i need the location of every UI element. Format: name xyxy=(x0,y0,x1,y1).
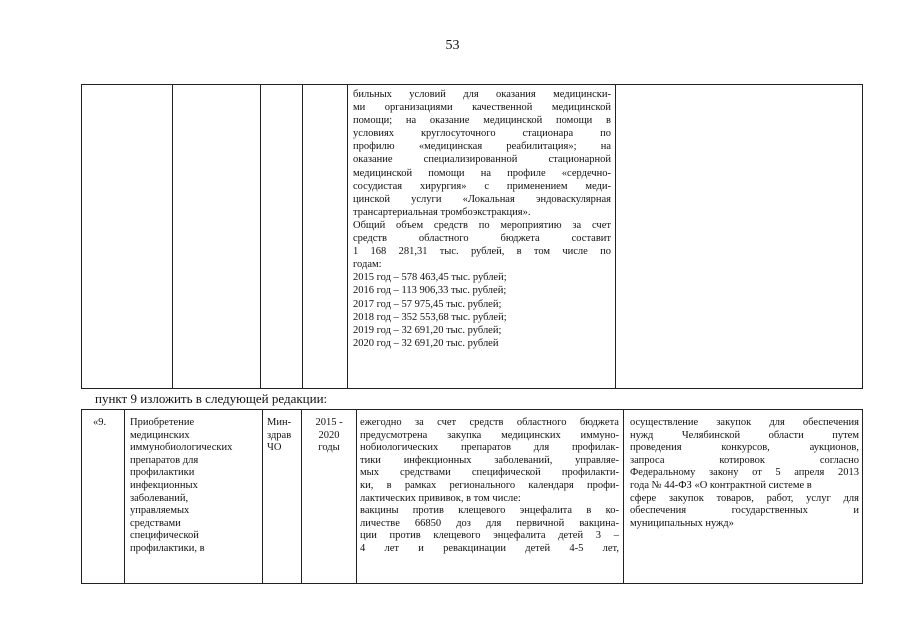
word: средств xyxy=(469,417,504,428)
text-line xyxy=(353,180,611,193)
expected-result xyxy=(630,417,859,530)
word: условий xyxy=(409,89,446,100)
word: тыс. xyxy=(439,246,459,258)
text-line xyxy=(360,530,619,543)
text-line xyxy=(630,493,859,506)
text-line: Приобретение xyxy=(130,417,195,428)
text-line xyxy=(353,101,611,114)
text-line xyxy=(360,442,619,455)
word: детей xyxy=(558,530,584,542)
text-line: средствами xyxy=(130,517,181,529)
word: хирургия» xyxy=(419,180,467,192)
word: эндоваскулярная xyxy=(535,193,611,205)
text-line: препаратов для xyxy=(130,454,199,466)
word: для xyxy=(843,492,859,504)
top-table-divider-3 xyxy=(302,84,303,389)
text-line: 2017 год – 57 975,45 тыс. рублей; xyxy=(353,298,502,310)
word: организациями xyxy=(384,102,453,114)
text-line: 2016 год – 113 906,33 тыс. рублей; xyxy=(353,285,507,297)
text-line: здрав xyxy=(267,429,292,441)
text-line xyxy=(630,417,859,430)
word: 3 xyxy=(595,530,602,542)
word: препаратов xyxy=(460,442,512,454)
top-table-divider-4 xyxy=(347,84,348,389)
word: меди- xyxy=(585,180,611,192)
word: оказания xyxy=(496,89,536,100)
bottom-table-divider-2 xyxy=(262,409,263,584)
word: объем xyxy=(396,219,424,231)
text-line: года № 44-ФЗ «О контрактной системе в xyxy=(630,479,812,491)
text-line xyxy=(353,167,611,180)
word: медицинской xyxy=(483,115,543,127)
word: том xyxy=(533,246,551,258)
word: Общий xyxy=(353,219,386,231)
word: помощи xyxy=(428,167,465,179)
word: товаров, xyxy=(716,492,754,504)
word: бильных xyxy=(353,89,392,100)
text-line xyxy=(360,543,619,556)
word: иммуно- xyxy=(580,429,619,441)
word: сосудистая xyxy=(353,180,403,192)
word: медицинских xyxy=(501,429,561,441)
word: на xyxy=(480,167,491,179)
word: по xyxy=(600,246,611,258)
text-line: управляемых xyxy=(130,505,190,517)
word: клещевого xyxy=(458,505,506,517)
word: путем xyxy=(832,429,859,441)
word: на xyxy=(600,141,611,153)
word: мых xyxy=(360,467,379,479)
text-line xyxy=(353,88,611,101)
text-line xyxy=(353,193,611,206)
word: за xyxy=(415,417,424,428)
word: закупок xyxy=(716,417,752,428)
word: числе xyxy=(562,246,588,258)
bottom-table-divider-5 xyxy=(623,409,624,584)
word: первичной xyxy=(516,517,565,529)
word: 1 xyxy=(353,246,359,258)
word: применением xyxy=(506,180,568,192)
word: для xyxy=(463,89,479,100)
word: в xyxy=(516,246,522,258)
word: круглосуточного xyxy=(420,128,496,140)
word: сфере xyxy=(630,492,657,504)
word: по xyxy=(600,128,611,140)
word: рамках xyxy=(404,479,437,491)
text-line: 2015 год – 578 463,45 тыс. рублей; xyxy=(353,272,507,284)
text-line: Мин- xyxy=(267,417,292,428)
text-line: профилактики, в xyxy=(130,542,205,554)
word: обеспечения xyxy=(630,505,687,517)
word: медицинской xyxy=(551,102,611,114)
word: детей xyxy=(525,542,551,554)
word: помощи; xyxy=(353,115,393,127)
word: Челябинской xyxy=(681,429,741,441)
text-line: медицинских xyxy=(130,429,190,441)
word: оказание xyxy=(353,154,393,166)
word: регионального xyxy=(449,479,516,491)
word: котировок xyxy=(719,454,765,466)
word: профиле xyxy=(507,167,546,179)
word: ежегодно xyxy=(360,417,402,428)
text-line xyxy=(353,153,611,166)
intro-text: пункт 9 изложить в следующей редакции: xyxy=(95,391,328,406)
word: 4-5 xyxy=(569,542,584,554)
word: счет xyxy=(437,417,457,428)
text-line: специфической xyxy=(130,530,199,542)
word: тики xyxy=(360,454,381,466)
word: нужд xyxy=(630,429,654,441)
word: календаря xyxy=(528,479,574,491)
word: ции xyxy=(360,530,377,542)
bottom-table-divider-4 xyxy=(356,409,357,584)
text-line xyxy=(353,127,611,140)
text-line xyxy=(353,232,611,245)
word: для xyxy=(533,442,550,454)
word: условиях xyxy=(353,128,395,140)
text-line: ЧО xyxy=(267,442,282,454)
word: стационарной xyxy=(548,154,611,166)
page-number: 53 xyxy=(445,38,460,53)
word: энцефалита xyxy=(519,505,573,517)
word: и xyxy=(853,505,859,517)
word: инфекционных xyxy=(403,454,472,466)
text-line xyxy=(360,455,619,468)
text-line xyxy=(353,140,611,153)
word: и xyxy=(418,542,424,554)
word: 168 xyxy=(370,246,387,258)
word: лет, xyxy=(602,542,619,554)
top-table-divider-1 xyxy=(172,84,173,389)
text-line xyxy=(360,417,619,430)
text-line xyxy=(353,245,611,258)
word: работ, xyxy=(766,492,794,504)
word: помощи xyxy=(556,115,593,127)
word: управляе- xyxy=(575,454,619,466)
word: Федеральному xyxy=(630,467,696,479)
word: цинской xyxy=(353,193,390,205)
word: ревакцинации xyxy=(443,542,506,554)
word: «Локальная xyxy=(462,193,515,205)
text-line xyxy=(360,480,619,493)
word: ки, xyxy=(360,479,374,491)
word: профилакти- xyxy=(561,467,619,479)
word: осуществление xyxy=(630,417,699,428)
text-line: годы xyxy=(318,442,340,454)
word: медицински- xyxy=(553,89,611,100)
text-line: иммунобиологических xyxy=(130,442,233,454)
word: услуг xyxy=(806,492,831,504)
word: качественной xyxy=(472,102,533,114)
word: реабилитация»; xyxy=(506,141,577,153)
word: специфической xyxy=(471,467,541,479)
word: конкурсов, xyxy=(721,442,770,454)
period xyxy=(306,417,352,455)
word: ми xyxy=(353,102,366,114)
word: против xyxy=(412,505,444,517)
word: составит xyxy=(571,233,611,245)
word: стационара xyxy=(522,128,574,140)
text-line xyxy=(360,467,619,480)
text-line xyxy=(630,505,859,518)
measure-description xyxy=(360,417,619,556)
word: лет xyxy=(384,542,399,554)
word: на xyxy=(405,115,417,127)
word: средств xyxy=(353,233,387,245)
word: обеспечения xyxy=(802,417,859,428)
text-line: трансартериальная тромбоэкстракция». xyxy=(353,206,531,218)
row-number: «9. xyxy=(93,417,107,428)
text-line: заболеваний, xyxy=(130,492,189,504)
text-line: 2019 год – 32 691,20 тыс. рублей; xyxy=(353,324,502,336)
bottom-table-divider-3 xyxy=(301,409,302,584)
text-line: инфекционных xyxy=(130,479,198,491)
text-line: 2020 год – 32 691,20 тыс. рублей xyxy=(353,337,499,349)
word: средствами xyxy=(400,467,451,479)
word: 4 xyxy=(360,542,366,554)
word: за xyxy=(572,219,582,231)
word: профилак- xyxy=(571,442,619,454)
word: счет xyxy=(591,219,611,231)
text-line xyxy=(630,455,859,468)
top-table-description xyxy=(353,88,611,350)
word: 66850 xyxy=(414,517,442,529)
word: доз xyxy=(456,517,471,529)
text-line: лактических прививок, в том числе: xyxy=(360,492,521,504)
word: запроса xyxy=(630,454,665,466)
text-line xyxy=(360,505,619,518)
word: 5 xyxy=(775,467,781,479)
word: 281,31 xyxy=(398,246,428,258)
word: для xyxy=(485,517,502,529)
executor xyxy=(267,417,291,455)
word: согласно xyxy=(819,454,859,466)
word: закупок xyxy=(668,492,704,504)
word: в xyxy=(386,479,392,491)
word: специализированной xyxy=(423,154,518,166)
word: бюджета xyxy=(500,233,540,245)
word: с xyxy=(484,180,490,192)
word: услуги xyxy=(411,193,442,205)
word: проведения xyxy=(630,442,682,454)
word: бюджета xyxy=(579,417,619,428)
word: оказание xyxy=(429,115,470,127)
word: закону xyxy=(709,467,739,479)
word: – xyxy=(613,530,619,542)
text-line: 2018 год – 352 553,68 тыс. рублей; xyxy=(353,311,507,323)
word: энцефалита xyxy=(493,530,546,542)
word: ко- xyxy=(605,505,619,517)
word: области xyxy=(768,429,804,441)
word: профилю xyxy=(353,141,395,153)
text-line xyxy=(360,430,619,443)
word: государственных xyxy=(731,505,808,517)
word: вакцина- xyxy=(579,517,619,529)
text-line: 2015 - xyxy=(315,417,343,428)
text-line: 2020 xyxy=(318,429,340,441)
text-line: муниципальных нужд» xyxy=(630,517,734,529)
word: областного xyxy=(516,417,567,428)
word: предусмотрена xyxy=(360,429,428,441)
word: медицинской xyxy=(353,167,413,179)
word: в xyxy=(606,115,611,127)
word: по xyxy=(478,219,490,231)
bottom-table-divider-1 xyxy=(124,409,125,584)
word: клещевого xyxy=(433,530,481,542)
word: нобиологических xyxy=(360,442,439,454)
word: мероприятию xyxy=(500,219,562,231)
text-line xyxy=(630,430,859,443)
top-table-divider-2 xyxy=(260,84,261,389)
word: аукционов, xyxy=(809,442,859,454)
word: апреля xyxy=(794,467,825,479)
word: 2013 xyxy=(837,467,859,479)
word: вакцины xyxy=(360,505,399,517)
text-line: профилактики xyxy=(130,467,195,479)
text-line xyxy=(630,467,859,480)
word: закупка xyxy=(447,429,482,441)
word: средств xyxy=(433,219,468,231)
word: для xyxy=(769,417,785,428)
word: от xyxy=(752,467,762,479)
top-table-divider-5 xyxy=(615,84,616,389)
text-line xyxy=(353,114,611,127)
word: рублей, xyxy=(470,246,505,258)
word: профи- xyxy=(586,479,619,491)
word: личестве xyxy=(360,517,400,529)
word: против xyxy=(389,530,421,542)
word: в xyxy=(586,505,592,517)
text-line xyxy=(353,219,611,232)
measure-name xyxy=(130,417,232,556)
text-line xyxy=(630,442,859,455)
word: «сердечно- xyxy=(561,167,611,179)
text-line xyxy=(360,518,619,531)
word: заболеваний, xyxy=(494,454,553,466)
word: «медицинская xyxy=(418,141,483,153)
text-line: годам: xyxy=(353,259,382,271)
word: областного xyxy=(418,233,469,245)
